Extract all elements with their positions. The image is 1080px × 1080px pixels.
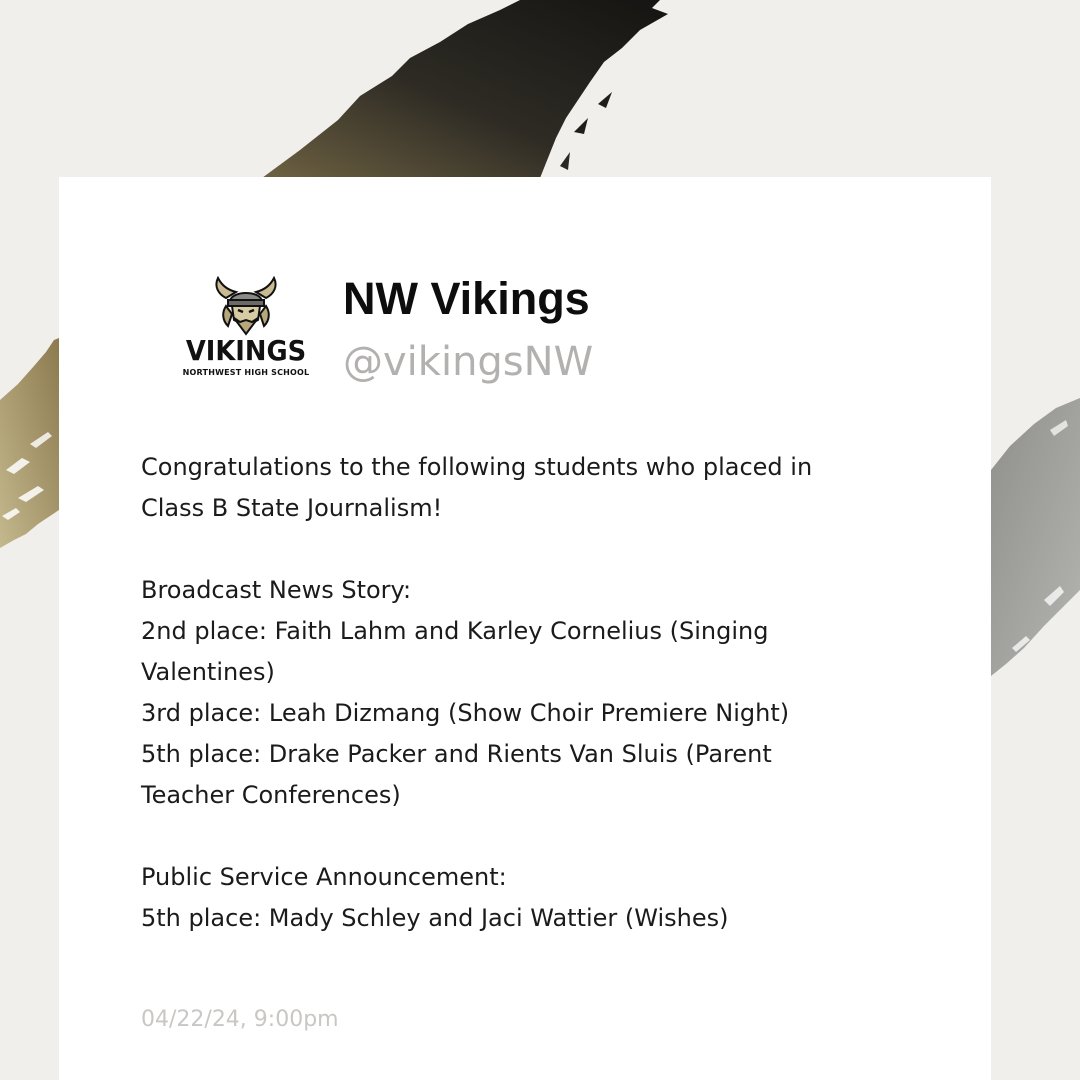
post-intro-line: Class B State Journalism! [141, 494, 443, 522]
award-line: 5th place: Drake Packer and Rients Van Sluis (Parent [141, 740, 772, 768]
award-line: 2nd place: Faith Lahm and Karley Cornelius (Singing [141, 617, 769, 645]
right-brush-stroke [991, 398, 1080, 676]
award-line: Valentines) [141, 658, 275, 686]
avatar[interactable] [176, 276, 316, 386]
section-heading: Public Service Announcement: [141, 863, 507, 891]
award-line: Teacher Conferences) [141, 781, 401, 809]
paragraph-spacer [141, 529, 901, 570]
award-line: 3rd place: Leah Dizmang (Show Choir Premiere Night) [141, 699, 790, 727]
post-text [141, 447, 901, 939]
display-name[interactable]: NW Vikings [343, 273, 590, 324]
logo-wordmark: VIKINGS [185, 334, 307, 367]
post-card [59, 177, 991, 1080]
award-line: 5th place: Mady Schley and Jaci Wattier (Wishes) [141, 904, 729, 932]
post-intro-line: Congratulations to the following students who placed in [141, 453, 813, 481]
user-handle[interactable]: @vikingsNW [343, 339, 594, 385]
post-timestamp: 04/22/24, 9:00pm [141, 1007, 339, 1032]
viking-head-icon [208, 276, 284, 336]
paragraph-spacer [141, 816, 901, 857]
section-heading: Broadcast News Story: [141, 576, 412, 604]
logo-subtitle: NORTHWEST HIGH SCHOOL [182, 368, 310, 377]
top-brush-stroke [262, 0, 668, 178]
